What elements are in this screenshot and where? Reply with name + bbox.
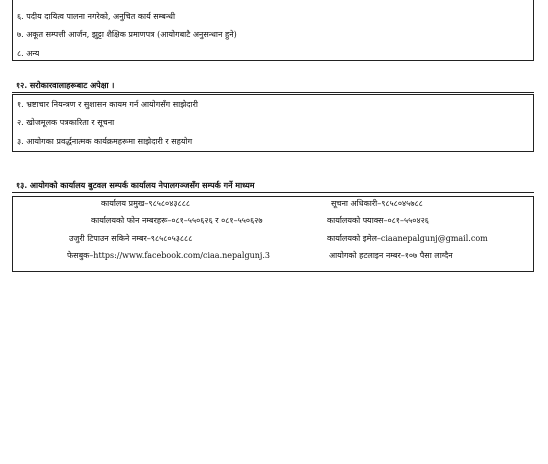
info-officer: सूचना अधिकारी–९८५८०४५७८८: [331, 199, 423, 208]
office-chief: कार्यालय प्रमुख–९८५८०४३८८८: [101, 199, 191, 208]
facebook-link: फेसबुक–https://www.facebook.com/ciaa.nepalgunj.3: [67, 251, 270, 260]
divider: [12, 92, 534, 93]
list-item: ७. अकूत सम्पत्ती आर्जन, झुट्टा शैक्षिक प्रमाणपत्र (आयोगबाटै अनुसन्धान हुने): [17, 30, 237, 39]
section-12-box: [12, 94, 534, 152]
complaint-number: उजुरी टिपाउन सकिने नम्बर–९८५८०५३८८८: [69, 234, 193, 243]
section-top-box: [12, 0, 534, 61]
list-item: ६. पदीय दायित्व पालना नगरेको, अनुचित कार्य सम्बन्धी: [17, 12, 176, 21]
list-item: ३. आयोगका प्रवर्द्धनात्मक कार्यक्रमहरूमा साझेदारी र सहयोग: [17, 137, 193, 146]
section-13-title: १३. आयोगको कार्यालय बुटवल सम्पर्क कार्यालय नेपालगञ्जसँग सम्पर्क गर्ने माध्यम: [16, 180, 255, 190]
list-item: २. खोजमूलक पत्रकारिता र सूचना: [17, 118, 115, 127]
list-item: [17, 49, 39, 56]
office-fax: कार्यालयको फ्याक्स–०८१–५५०४२६: [327, 216, 429, 225]
contact-box: [12, 196, 534, 272]
section-12-title: १२. सरोकारवालाहरूबाट अपेक्षा ।: [16, 80, 115, 90]
list-item-text: ८. अन्य: [17, 49, 40, 56]
office-phone: कार्यालयको फोन नम्बरहरू–०८१–५५०६२६ र ०८१–५५०६२७: [91, 216, 263, 225]
list-item: १. भ्रष्टाचार नियन्त्रण र सुशासन कायम गर्न आयोगसँग साझेदारी: [17, 100, 198, 109]
divider: [12, 192, 534, 193]
office-email: कार्यालयको इमेल–ciaanepalgunj@gmail.com: [327, 234, 488, 243]
hotline-number: आयोगको हटलाइन नम्बर–१०७ पैसा लाग्दैन: [329, 251, 453, 260]
